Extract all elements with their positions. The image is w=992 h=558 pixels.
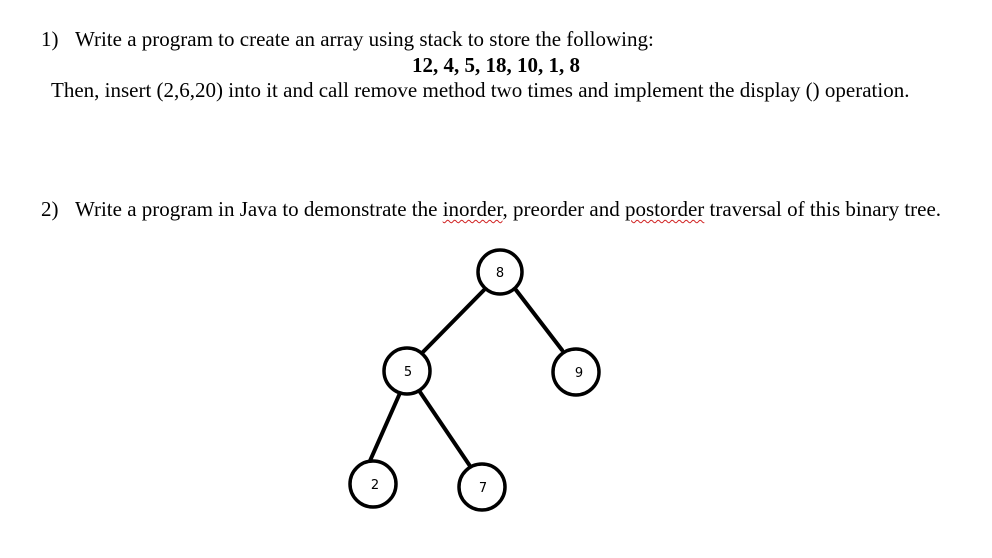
tree-node-root — [478, 250, 522, 294]
question-2-word-inorder: inorder — [442, 197, 503, 221]
question-2-text-part-2: , preorder and — [502, 197, 625, 221]
tree-node-right — [553, 349, 599, 395]
edge-8-5 — [423, 290, 484, 352]
tree-node-left-right — [459, 464, 505, 510]
edge-8-9 — [516, 290, 562, 350]
node-label-left-right: 7 — [478, 481, 488, 496]
question-1-values: 12, 4, 5, 18, 10, 1, 8 — [412, 53, 580, 77]
edge-5-7 — [420, 392, 470, 466]
question-2-text-part-3: traversal of this binary tree. — [704, 197, 942, 221]
question-2-number: 2) — [41, 197, 59, 221]
tree-node-left — [384, 348, 430, 394]
question-1-line-2: Then, insert (2,6,20) into it and call remove method two times and implement the display () operation. — [51, 78, 910, 102]
node-label-right: 9 — [574, 366, 584, 381]
node-label-root: 8 — [495, 266, 505, 281]
question-1-prompt: Write a program to create an array using stack to store the following: — [75, 27, 654, 51]
node-label-left: 5 — [403, 365, 413, 380]
question-2-text-part-1: Write a program in Java to demonstrate the — [75, 197, 443, 221]
question-2-word-postorder: postorder — [624, 197, 705, 221]
question-1-number: 1) — [41, 27, 59, 51]
tree-node-left-left — [350, 461, 396, 507]
edge-5-2 — [369, 393, 400, 463]
node-label-left-left: 2 — [370, 478, 380, 493]
